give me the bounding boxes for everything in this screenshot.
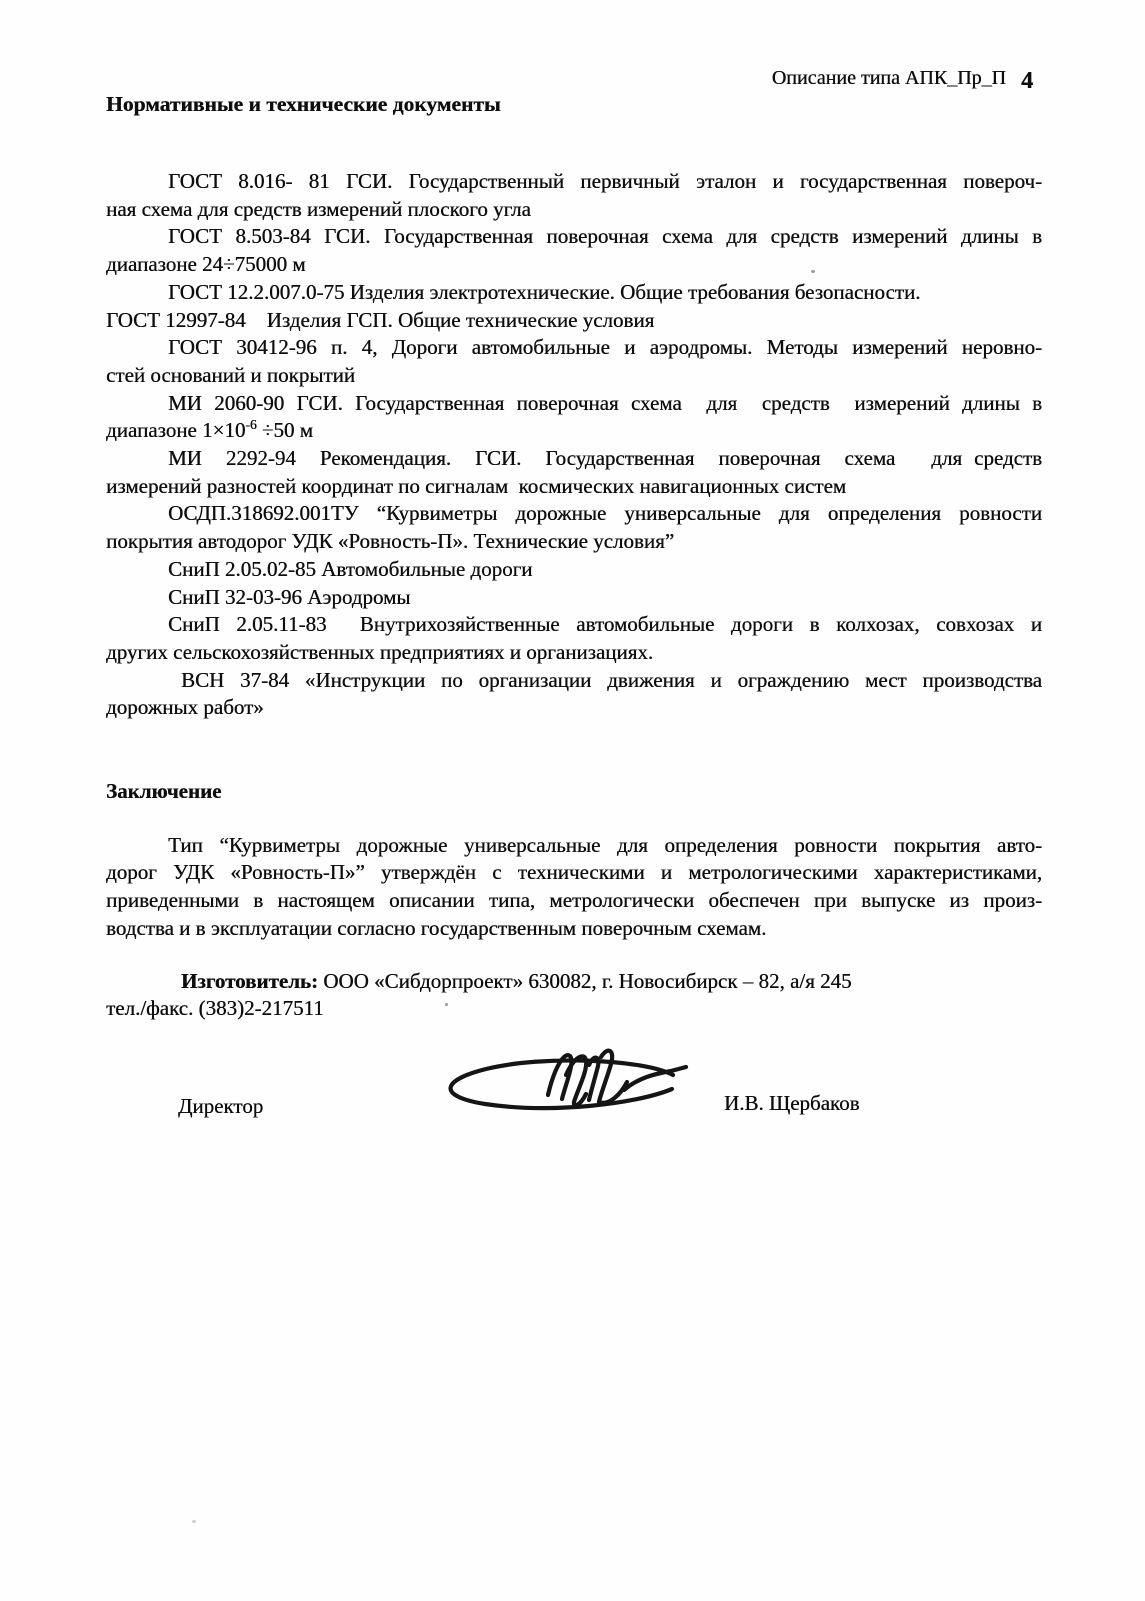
page-header [771,64,1033,94]
section-title-normative: Нормативные и технические документы [106,92,501,116]
document-line: Тип “Курвиметры дорожные универсальные для определения ровности покрытия авто- [168,832,1042,857]
signatory-role: Директор [178,1093,264,1118]
document-line: покрытия автодорог УДК «Ровность-П». Технические условия” [106,529,675,554]
document-line: ВСН 37-84 «Инструкции по организации движения и ограждению мест производства [181,667,1042,692]
superscript-exponent: -6 [245,417,257,433]
document-line: ГОСТ 8.503-84 ГСИ. Государственная поверочная схема для средств измерений длины в [168,224,1042,249]
document-body [106,168,1042,1153]
manufacturer-address: ООО «Сибдорпроект» 630082, г. Новосибирск – 82, а/я 245 [317,968,852,993]
document-line: диапазоне 24÷75000 м [106,252,306,277]
document-line: водства и в эксплуатации согласно государственным поверочным схемам. [106,915,767,940]
document-line-superscript: диапазоне $1\times 10^{-6} \div 50$ м [106,417,313,443]
manufacturer-phone: тел./факс. (383)2-217511 [106,996,324,1021]
document-line: ная схема для средств измерений плоского угла [106,196,531,221]
scan-speck [811,270,815,273]
document-line: дорог УДК «Ровность-П»” утверждён с техническими и метрологическими характеристиками, [106,860,1042,885]
document-line: ГОСТ 8.016- 81 ГСИ. Государственный первичный эталон и государственная повероч- [168,169,1042,193]
document-line: СниП 2.05.02-85 Автомобильные дороги [168,556,533,581]
signature-block [106,1033,1042,1153]
handwritten-signature-icon [428,1033,698,1133]
document-line: СниП 32-03-96 Аэродромы [168,584,411,609]
document-line: стей оснований и покрытий [106,362,356,387]
document-line: ГОСТ 12997-84 Изделия ГСП. Общие технические условия [106,307,655,332]
document-line: других сельскохозяйственных предприятиях и организациях. [106,639,654,664]
document-line: дорожных работ» [106,695,264,720]
page-number: 4 [1021,68,1033,94]
manufacturer-paragraph [106,968,1042,1023]
document-line: приведенными в настоящем описании типа, метрологически обеспечен при выпуске из произ- [106,888,1042,913]
signatory-name: И.В. Щербаков [724,1090,860,1115]
scan-speck [445,1003,448,1006]
document-line: СниП 2.05.11-83 Внутрихозяйственные автомобильные дороги в колхозах, совхозах и [168,612,1042,637]
manufacturer-line [106,968,1042,996]
scan-speck [192,1520,196,1523]
document-line: ГОСТ 30412-96 п. 4, Дороги автомобильные и аэродромы. Методы измерений неровно- [168,335,1042,360]
section-title-conclusion: Заключение [106,779,222,804]
document-line: МИ 2060-90 ГСИ. Государственная поверочная схема для средств измерений длины в [168,390,1042,415]
document-line: ОСДП.318692.001ТУ “Курвиметры дорожные универсальные для определения ровности [168,501,1042,526]
doc-type-label: Описание типа АПК_Пр_П [771,67,1006,89]
document-line: ГОСТ 12.2.007.0-75 Изделия электротехнические. Общие требования безопасности. [168,279,921,304]
document-line: МИ 2292-94 Рекомендация. ГСИ. Государственная поверочная схема для средств [168,446,1042,471]
conclusion-paragraph [106,832,1042,943]
document-line: измерений разностей координат по сигналам космических навигационных систем [106,473,847,498]
manufacturer-label: Изготовитель: [181,968,318,993]
